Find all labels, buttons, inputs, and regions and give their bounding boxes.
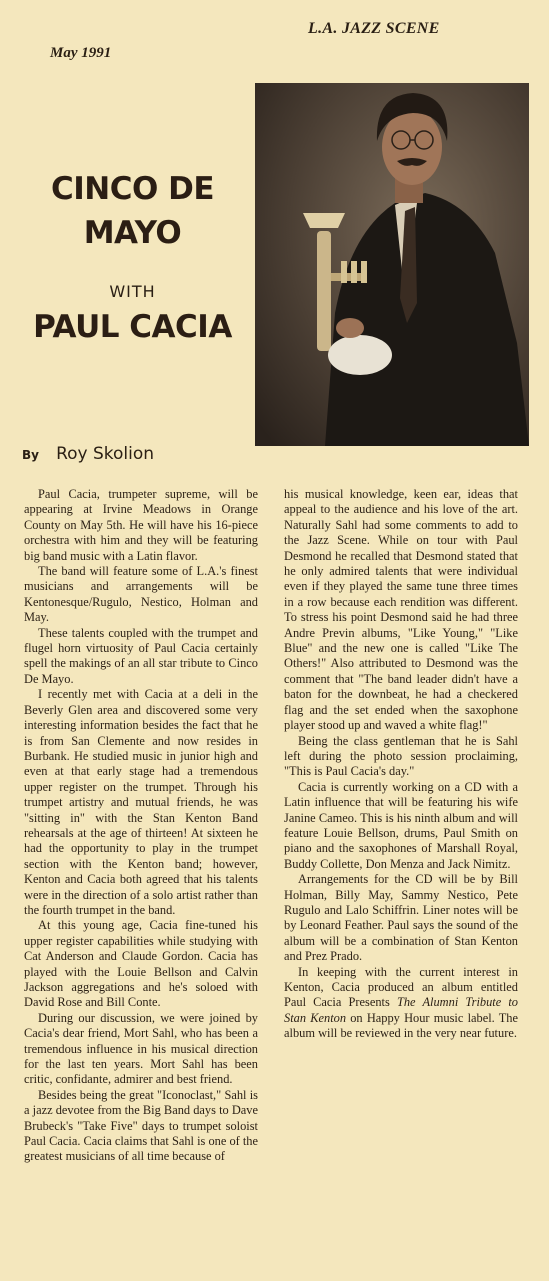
article-column-1 <box>24 487 258 1165</box>
paragraph: During our discussion, we were joined by Cacia's dear friend, Mort Sahl, who has been a tremendous influence in his musical direction for the last ten years. Mort Sahl has been critic, confidante, admirer and best friend. <box>24 1010 258 1087</box>
headline-subject: PAUL CACIA <box>33 309 232 345</box>
byline-prefix: By <box>22 448 39 462</box>
paragraph: his musical knowledge, keen ear, ideas that appeal to the audience and his love of the art. Naturally Sahl had some comments to add to the Jazz Scene. While on tour with Paul Desmond he recalled that Desmond stated that he only admired talents that were individual even if they played the same tune three times in a row because each rendition was different. To stress his point Desmond said he had three Andre Previn albums, "Like Young," "Like Blue" and the new one is called "Like The Others!" Also attributed to Desmond was the comment that "The band leader didn't have a baton for the downbeat, he had a checkered flag and the set ended when the saxophone player stood up and waved a white flag!" <box>284 487 518 733</box>
paragraph: Paul Cacia, trumpeter supreme, will be appearing at Irvine Meadows in Orange County on May 5th. He will have his 16-piece orchestra with him and they will be featuring big band music with a Latin flavor. <box>24 487 258 563</box>
paragraph: The band will feature some of L.A.'s finest musicians and arrangements will be Kentonesque/Rugulo, Nestico, Holman and May. <box>24 564 258 625</box>
publication-name: L.A. JAZZ SCENE <box>308 20 440 37</box>
paragraph-text: In keeping with the current interest in Kenton, Cacia produced an album entitled Paul Cacia Presents <box>284 964 518 1010</box>
byline-author: Roy Skolion <box>56 444 155 464</box>
byline <box>22 444 154 464</box>
headline-title <box>20 167 245 255</box>
album-title: The Alumni Tribute to Stan Kenton <box>284 995 518 1025</box>
paragraph: Besides being the great "Iconoclast," Sahl is a jazz devotee from the Big Band days to Dave Brubeck's "Take Five" days to trumpet soloist Paul Cacia. Cacia claims that Sahl is one of the greatest musicians of all time because of <box>24 1087 258 1164</box>
headline-connector: WITH <box>109 282 156 301</box>
paragraph: These talents coupled with the trumpet and flugel horn virtuosity of Paul Cacia certainly spell the makings of an all star tribute to Cinco De Mayo. <box>24 625 258 686</box>
paragraph <box>284 965 518 1042</box>
paragraph: Arrangements for the CD will be by Bill Holman, Billy May, Sammy Nestico, Pete Rugulo and Lalo Schiffrin. Liner notes will be by Leonard Feather. Paul says the sound of the album will be a combination of Stan Kenton and Prez Prado. <box>284 872 518 964</box>
article-column-2 <box>284 487 518 1042</box>
paragraph: Cacia is currently working on a CD with a Latin influence that will be featuring his wife Janine Cameo. This is his ninth album and will feature Louie Bellson, drums, Paul Smith on piano and the saxophones of Marshall Royal, Buddy Collette, Don Menza and Jack Nimitz. <box>284 779 518 871</box>
issue-date: May 1991 <box>50 45 112 61</box>
paragraph-text: on Happy Hour music label. The album will be reviewed in the very near future. <box>284 1010 518 1041</box>
paragraph: At this young age, Cacia fine-tuned his upper register capabilities while studying with Cat Anderson and Claude Gordon. Cacia has played with the Louie Bellson and Calvin Jackson aggregations and he's soloed with David Rose and Bill Conte. <box>24 918 258 1010</box>
headline-line-2: MAYO <box>83 215 182 251</box>
musician-with-trumpet-photo <box>255 83 529 446</box>
paragraph: I recently met with Cacia at a deli in the Beverly Glen area and discovered some very interesting information besides the fact that he is from San Clemente and now resides in Burbank. He studied music in junior high and even at that early stage had a tremendous upper register on the trumpet. Through his trumpet artistry and mutual friends, he was "sitting in" with the Stan Kenton Band rehearsals at the age of thirteen! At sixteen he had the opportunity to play in the trumpet section with the Kenton band; however, Kenton and Cacia both agreed that his talents were in the direction of a solo artist rather than the fourth trumpet in the band. <box>24 687 258 917</box>
photo-illustration <box>255 83 529 446</box>
headline-line-1: CINCO DE <box>50 171 215 207</box>
paragraph: Being the class gentleman that he is Sahl left during the photo session proclaiming, "This is Paul Cacia's day." <box>284 733 518 779</box>
